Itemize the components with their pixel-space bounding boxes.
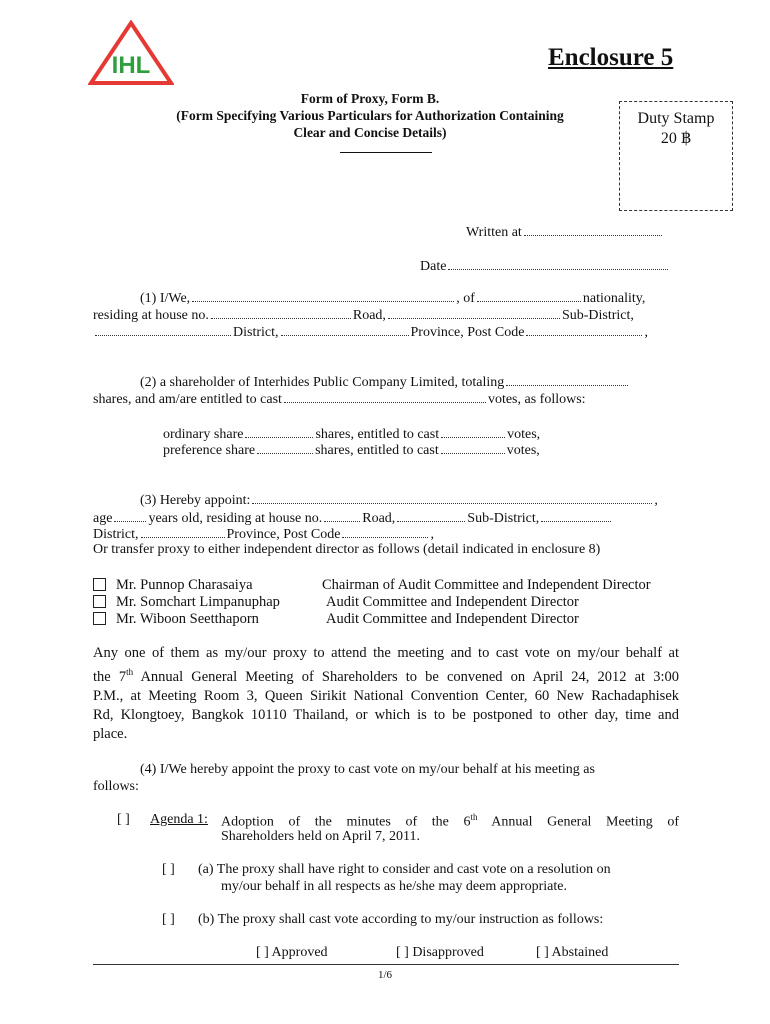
meeting-line-2	[93, 663, 679, 687]
form-title-line-1: Form of Proxy, Form B.	[300, 91, 440, 106]
director-2-role: Audit Committee and Independent Director	[326, 594, 579, 610]
ordinary-votes-field[interactable]	[441, 426, 505, 438]
s3-district-label: District,	[93, 527, 139, 542]
director-2-name: Mr. Somchart Limpanuphap	[116, 594, 280, 610]
s1-district-label: District,	[233, 325, 279, 340]
preference-shares-field[interactable]	[257, 442, 313, 454]
proxy-road-field[interactable]	[397, 510, 465, 522]
s1-house-label: residing at house no.	[93, 308, 209, 323]
date-row	[420, 258, 670, 275]
s1-postcode-label: Province, Post Code	[410, 325, 525, 340]
director-1-name: Mr. Punnop Charasaiya	[116, 577, 253, 593]
district-field[interactable]	[95, 324, 231, 336]
meeting-ordinal: the 7	[93, 668, 127, 685]
logo-text: IHL	[111, 52, 151, 79]
abstained-checkbox[interactable]: [ ] Abstained	[536, 945, 609, 960]
form-title-line-3: Clear and Concise Details)	[293, 125, 447, 140]
agenda-1-label: Agenda 1:	[150, 812, 208, 827]
proxy-name-field[interactable]	[252, 492, 652, 504]
meeting-line-1: Any one of them as my/our proxy to attend the meeting and to cast vote on my/our behalf at	[93, 645, 679, 661]
s3-house-label: years old, residing at house no.	[148, 511, 323, 526]
proxy-subdistrict-field[interactable]	[541, 510, 611, 522]
meeting-line-5: place.	[93, 725, 128, 742]
house-no-field[interactable]	[211, 307, 351, 319]
title-divider	[340, 152, 432, 153]
proxy-age-field[interactable]	[114, 510, 146, 522]
s1-line-3	[93, 324, 648, 341]
directors-list	[93, 577, 651, 628]
director-3-name: Mr. Wiboon Seetthaporn	[116, 611, 259, 627]
date-field[interactable]	[448, 258, 668, 270]
company-logo	[88, 20, 174, 86]
option-b-checkbox[interactable]: [ ]	[162, 912, 175, 927]
s4-line-1: (4) I/We hereby appoint the proxy to cast vote on my/our behalf at his meeting as	[140, 762, 595, 777]
preference-entitled-label: shares, entitled to cast	[315, 443, 439, 458]
ordinary-votes-label: votes,	[507, 427, 541, 442]
s3-age-label: age	[93, 511, 113, 526]
ordinary-entitled-label: shares, entitled to cast	[315, 427, 440, 442]
s4-line-2: follows:	[93, 779, 139, 794]
ordinary-share-label: ordinary share	[163, 427, 244, 442]
nationality-field[interactable]	[477, 290, 581, 302]
option-a-checkbox[interactable]: [ ]	[162, 862, 175, 877]
total-shares-field[interactable]	[506, 374, 628, 386]
form-title-line-2: (Form Specifying Various Particulars for Authorization Containing	[176, 108, 564, 123]
agenda-title-suffix: th	[470, 812, 478, 822]
duty-stamp-amount: 20 ฿	[660, 130, 692, 147]
s1-of-label: , of	[456, 291, 475, 306]
agenda-title-b: Annual General Meeting of	[477, 814, 679, 830]
s2-line-1	[140, 374, 630, 391]
meeting-ordinal-suffix: th	[126, 667, 134, 677]
footer-rule	[93, 964, 679, 965]
written-at-row	[466, 224, 664, 241]
director-3-role: Audit Committee and Independent Director	[326, 611, 579, 627]
s1-iwe-label: (1) I/We,	[140, 291, 191, 306]
director-1-checkbox[interactable]	[93, 578, 106, 591]
agenda-title-a: Adoption of the minutes of the 6	[221, 814, 471, 830]
s3-subdistrict-label: Sub-District,	[467, 511, 540, 526]
option-a-text: (a) The proxy shall have right to consider and cast vote on a resolution on	[198, 862, 611, 877]
road-field[interactable]	[388, 307, 560, 319]
ordinary-shares-field[interactable]	[245, 426, 313, 438]
director-3-checkbox[interactable]	[93, 612, 106, 625]
director-2-checkbox[interactable]	[93, 595, 106, 608]
director-row	[93, 577, 651, 594]
director-row	[93, 611, 579, 628]
name-field[interactable]	[192, 290, 454, 302]
duty-stamp-box	[619, 101, 733, 211]
s3-line-2	[93, 510, 613, 527]
s2-entitled-label: shares, and am/are entitled to cast	[93, 392, 282, 407]
meeting-paragraph	[93, 644, 679, 744]
s1-nationality-label: nationality,	[582, 291, 646, 306]
enclosure-title: Enclosure 5	[548, 44, 674, 71]
preference-share-row	[163, 442, 540, 459]
s3-line-1	[140, 492, 658, 509]
preference-votes-label: votes,	[506, 443, 540, 458]
s1-subdistrict-label: Sub-District,	[561, 308, 634, 323]
director-row	[93, 594, 579, 611]
s1-road-label: Road,	[352, 308, 386, 323]
form-title	[100, 90, 640, 141]
page-number: 1/6	[377, 969, 393, 981]
duty-stamp-label: Duty Stamp	[637, 110, 715, 127]
proxy-house-field[interactable]	[324, 510, 360, 522]
s3-comma-1: ,	[654, 493, 658, 508]
date-label: Date	[420, 259, 447, 274]
meeting-line-3: P.M., at Meeting Room 3, Queen Sirikit National Convention Center, 60 New Rachadaphisek	[93, 687, 679, 704]
s3-road-label: Road,	[362, 511, 396, 526]
province-field[interactable]	[281, 324, 409, 336]
option-b-text: (b) The proxy shall cast vote according to my/our instruction as follows:	[198, 912, 604, 927]
s3-appoint-label: (3) Hereby appoint:	[140, 493, 251, 508]
option-a-text-line-2: my/our behalf in all respects as he/she may deem appropriate.	[221, 879, 567, 894]
s2-shareholder-label: (2) a shareholder of Interhides Public Company Limited, totaling	[140, 375, 505, 390]
s3-comma-2: ,	[430, 527, 434, 542]
agenda-1-title	[221, 812, 679, 831]
proxy-postcode-field[interactable]	[342, 526, 428, 538]
s2-votes-label: votes, as follows:	[487, 392, 586, 407]
s2-line-2	[93, 391, 586, 408]
agenda-1-title-line-2: Shareholders held on April 7, 2011.	[221, 829, 420, 844]
meeting-line-4: Rd, Klongtoey, Bangkok 10110 Thailand, or which is to be postponed to other day, time and	[93, 706, 679, 723]
s1-line-2	[93, 307, 634, 324]
total-votes-field[interactable]	[284, 391, 486, 403]
agenda-1-checkbox[interactable]: [ ]	[117, 812, 130, 827]
postcode-field[interactable]	[526, 324, 642, 336]
meeting-details: Annual General Meeting of Shareholders to be convened on April 24, 2012 at 3:00	[133, 668, 679, 685]
director-1-role: Chairman of Audit Committee and Independent Director	[322, 577, 651, 593]
ordinary-share-row	[163, 426, 540, 443]
disapproved-checkbox[interactable]: [ ] Disapproved	[396, 945, 484, 960]
written-at-field[interactable]	[524, 224, 662, 236]
proxy-district-field[interactable]	[141, 526, 225, 538]
s3-transfer-line: Or transfer proxy to either independent director as follows (detail indicated in enclosure 8)	[93, 542, 601, 557]
s1-comma: ,	[644, 325, 648, 340]
preference-share-label: preference share	[163, 443, 256, 458]
written-at-label: Written at	[466, 225, 522, 240]
s3-postcode-label: Province, Post Code	[226, 527, 341, 542]
s3-line-3	[93, 526, 434, 543]
preference-votes-field[interactable]	[441, 442, 505, 454]
s1-line-1	[140, 290, 645, 307]
approved-checkbox[interactable]: [ ] Approved	[256, 945, 328, 960]
